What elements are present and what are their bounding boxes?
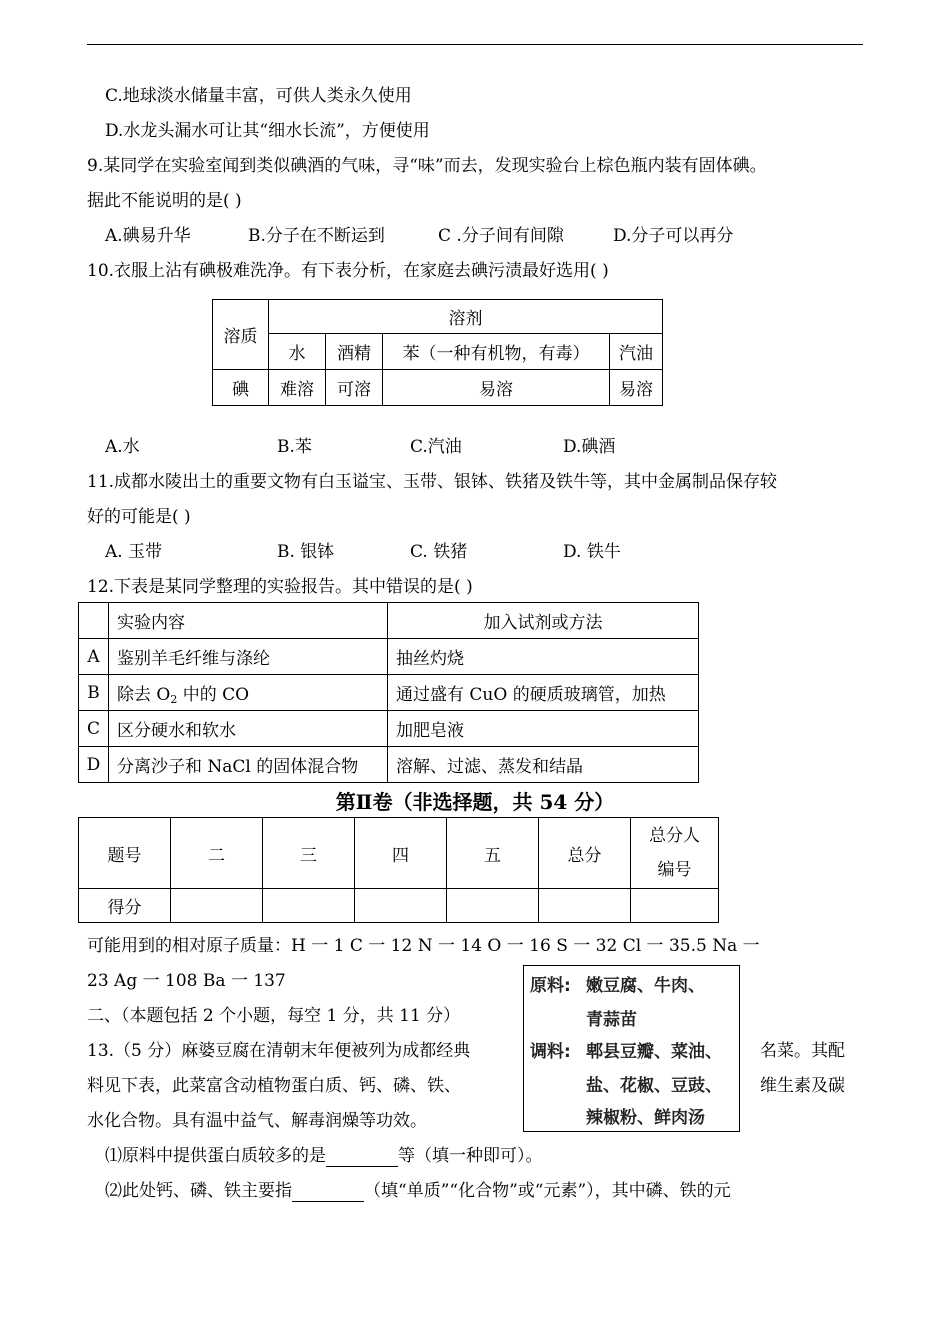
q10-option-a: A.水 (105, 437, 140, 457)
row-method: 抽丝灼烧 (388, 639, 699, 675)
row-content: 鉴别羊毛纤维与涤纶 (109, 639, 388, 675)
raw-material-line2: 青蒜苗 (586, 1010, 637, 1030)
score-cell[interactable] (263, 889, 355, 923)
row-content-sub: 2 (170, 693, 178, 706)
q11-option-d: D. 铁牛 (563, 542, 621, 562)
q9-option-d: D.分子可以再分 (613, 226, 734, 246)
solvent-header: 溶剂 (269, 300, 663, 334)
solvent-benzene: 苯（一种有机物，有毒） (383, 334, 610, 370)
score-header-5: 五 (447, 818, 539, 889)
row-label: A (79, 639, 109, 675)
header-rule (87, 44, 863, 45)
row-content: 分离沙子和 NaCl 的固体混合物 (109, 747, 388, 783)
grader-label-line1: 总分人 (649, 826, 700, 846)
q11-stem-line1: 11.成都水陵出土的重要文物有白玉谥宝、玉带、银钵、铁猪及铁牛等，其中金属制品保存较 (87, 472, 778, 492)
grader-label-line2: 编号 (657, 860, 692, 880)
q13-sub2-tail: （填“单质”“化合物”或“元素”），其中磷、铁的元 (364, 1181, 731, 1201)
q9-option-a: A.碘易升华 (105, 226, 191, 246)
answer-blank-2[interactable] (292, 1181, 364, 1202)
q12-stem: 12.下表是某同学整理的实验报告。其中错误的是( ) (87, 577, 473, 597)
q13-line3: 水化合物。具有温中益气、解毒润燥等功效。 (87, 1111, 427, 1131)
q13-sub1-text: ⑴原料中提供蛋白质较多的是 (105, 1146, 326, 1166)
score-header-number: 题号 (79, 818, 171, 889)
table-row (79, 711, 699, 747)
score-cell[interactable] (355, 889, 447, 923)
row-method: 加肥皂液 (388, 711, 699, 747)
score-cell[interactable] (631, 889, 719, 923)
q9-option-c: C .分子间有间隙 (438, 226, 564, 246)
seasoning-line2: 盐、花椒、豆豉、 (586, 1076, 722, 1096)
raw-material-line1: 嫩豆腐、牛肉、 (586, 976, 705, 996)
q13-line1-right: 名菜。其配 (760, 1041, 845, 1061)
header-blank (79, 603, 109, 639)
raw-material-label: 原料: (530, 976, 571, 996)
score-header-2: 二 (171, 818, 263, 889)
header-content: 实验内容 (109, 603, 388, 639)
q10-option-d: D.碘酒 (563, 437, 616, 457)
row-content: 区分硬水和软水 (109, 711, 388, 747)
row-method: 溶解、过滤、蒸发和结晶 (388, 747, 699, 783)
experiment-report-table (78, 602, 699, 783)
solvent-water: 水 (269, 334, 326, 370)
q11-option-b: B. 银钵 (277, 542, 335, 562)
score-cell[interactable] (539, 889, 631, 923)
table-row (79, 639, 699, 675)
q9-stem-line2: 据此不能说明的是( ) (87, 191, 242, 211)
score-header-3: 三 (263, 818, 355, 889)
q11-option-c: C. 铁猪 (410, 542, 468, 562)
solute-iodine: 碘 (213, 370, 269, 406)
recipe-box (523, 965, 740, 1132)
row-label: B (79, 675, 109, 711)
header-method: 加入试剂或方法 (388, 603, 699, 639)
solvent-alcohol: 酒精 (326, 334, 383, 370)
q8-option-c: C.地球淡水储量丰富，可供人类永久使用 (105, 86, 412, 106)
q13-line1: 13.（5 分）麻婆豆腐在清朝末年便被列为成都经典 (87, 1041, 471, 1061)
q10-option-c: C.汽油 (410, 437, 462, 457)
seasoning-line3: 辣椒粉、鲜肉汤 (586, 1108, 705, 1128)
solubility-alcohol: 可溶 (326, 370, 383, 406)
solvent-gasoline: 汽油 (610, 334, 663, 370)
atomic-mass-line2: 23 Ag 一 108 Ba 一 137 (87, 971, 286, 991)
section-title: 第Ⅱ卷（非选择题，共 54 分） (335, 790, 615, 814)
solubility-water: 难溶 (269, 370, 326, 406)
row-label: D (79, 747, 109, 783)
solubility-benzene: 易溶 (383, 370, 610, 406)
table-row (79, 747, 699, 783)
score-header-4: 四 (355, 818, 447, 889)
score-cell[interactable] (171, 889, 263, 923)
q11-option-a: A. 玉带 (105, 542, 163, 562)
q9-stem-line1: 9.某同学在实验室闻到类似碘酒的气味，寻“味”而去，发现实验台上棕色瓶内装有固体碘。 (87, 156, 767, 176)
q13-sub2 (105, 1181, 731, 1202)
q13-sub2-text: ⑵此处钙、磷、铁主要指 (105, 1181, 292, 1201)
seasoning-line1: 郫县豆瓣、菜油、 (586, 1042, 722, 1062)
part-two-heading: 二、（本题包括 2 个小题，每空 1 分，共 11 分） (87, 1006, 461, 1026)
q11-stem-line2: 好的可能是( ) (87, 507, 191, 527)
atomic-mass-line1: 可能用到的相对原子质量：H 一 1 C 一 12 N 一 14 O 一 16 S 一 32 Cl 一 35.5 Na 一 (87, 936, 760, 956)
score-cell[interactable] (447, 889, 539, 923)
row-content (109, 675, 388, 711)
q13-sub1 (105, 1146, 543, 1167)
row-content-pre: 除去 O (117, 685, 171, 705)
solubility-gasoline: 易溶 (610, 370, 663, 406)
table-row (79, 675, 699, 711)
score-header-total: 总分 (539, 818, 631, 889)
solute-header: 溶质 (213, 300, 269, 370)
solubility-table (212, 299, 663, 406)
row-content-post: 中的 CO (177, 685, 250, 705)
q10-stem: 10.衣服上沾有碘极难洗净。有下表分析，在家庭去碘污渍最好选用( ) (87, 261, 609, 281)
score-table (78, 817, 719, 923)
score-header-grader (631, 818, 719, 889)
q8-option-d: D.水龙头漏水可让其“细水长流”，方便使用 (105, 121, 430, 141)
seasoning-label: 调料: (530, 1042, 571, 1062)
answer-blank-1[interactable] (326, 1146, 398, 1167)
row-method: 通过盛有 CuO 的硬质玻璃管，加热 (388, 675, 699, 711)
q9-option-b: B.分子在不断运到 (248, 226, 385, 246)
q13-line2-right: 维生素及碳 (760, 1076, 845, 1096)
q13-line2: 料见下表，此菜富含动植物蛋白质、钙、磷、铁、 (87, 1076, 461, 1096)
q10-option-b: B.苯 (277, 437, 312, 457)
row-label: C (79, 711, 109, 747)
score-label: 得分 (79, 889, 171, 923)
q13-sub1-tail: 等（填一种即可）。 (398, 1146, 543, 1166)
